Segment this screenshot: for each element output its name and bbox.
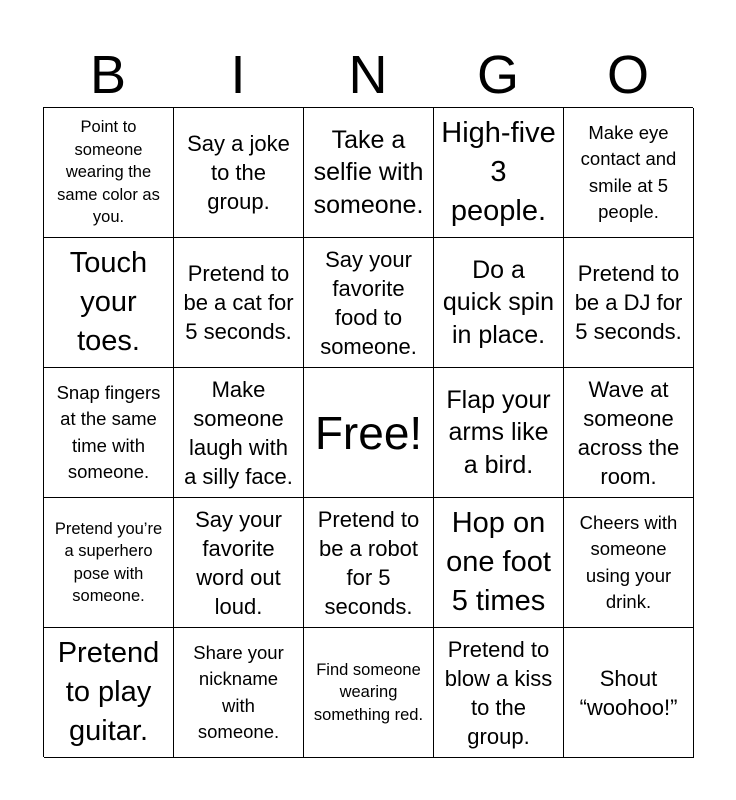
cell-text: Snap fingers at the same time with someone. — [56, 381, 161, 482]
cell-text: Pretend to blow a kiss to the group. — [444, 636, 553, 749]
free-space-text: Free! — [314, 406, 423, 459]
bingo-cell-r1c2[interactable] — [174, 108, 304, 238]
bingo-cell-r2c2[interactable] — [174, 238, 304, 368]
bingo-cell-r1c4[interactable] — [434, 108, 564, 238]
cell-text: Pretend to be a robot for 5 seconds. — [317, 506, 420, 619]
cell-text: Take a selfie with someone. — [313, 125, 424, 219]
bingo-cell-r4c3[interactable] — [304, 498, 434, 628]
bingo-cell-free[interactable] — [304, 368, 434, 498]
cell-text: Pretend you’re a superhero pose with someone. — [54, 519, 163, 605]
cell-text: Shout “woohoo!” — [579, 665, 678, 720]
bingo-cell-r3c4[interactable] — [434, 368, 564, 498]
bingo-cell-r1c3[interactable] — [304, 108, 434, 238]
cell-text: Hop on one foot 5 times — [446, 507, 551, 617]
cell-text: Pretend to play guitar. — [57, 637, 160, 747]
bingo-cell-r5c4[interactable] — [434, 628, 564, 758]
bingo-header — [43, 42, 693, 108]
cell-text: Say your favorite word out loud. — [195, 506, 282, 619]
header-letter-b: B — [89, 45, 127, 105]
cell-text: Cheers with someone using your drink. — [579, 511, 678, 612]
bingo-cell-r2c1[interactable] — [44, 238, 174, 368]
cell-text: Touch your toes. — [69, 247, 148, 357]
cell-text: Flap your arms like a bird. — [446, 385, 551, 479]
cell-text: High-five 3 people. — [441, 117, 556, 227]
bingo-cell-r4c2[interactable] — [174, 498, 304, 628]
bingo-cell-r4c4[interactable] — [434, 498, 564, 628]
bingo-cell-r4c5[interactable] — [564, 498, 694, 628]
bingo-cell-r2c5[interactable] — [564, 238, 694, 368]
cell-text: Make eye contact and smile at 5 people. — [580, 121, 677, 222]
cell-text: Share your nickname with someone. — [193, 641, 284, 742]
bingo-cell-r1c5[interactable] — [564, 108, 694, 238]
cell-text: Find someone wearing something red. — [313, 660, 424, 724]
header-letter-n: N — [348, 45, 388, 105]
bingo-cell-r1c1[interactable] — [44, 108, 174, 238]
cell-text: Say your favorite food to someone. — [320, 246, 417, 359]
bingo-cell-r5c3[interactable] — [304, 628, 434, 758]
bingo-cell-r3c5[interactable] — [564, 368, 694, 498]
bingo-cell-r3c1[interactable] — [44, 368, 174, 498]
bingo-cell-r2c4[interactable] — [434, 238, 564, 368]
bingo-cell-r5c1[interactable] — [44, 628, 174, 758]
bingo-board — [43, 107, 693, 757]
bingo-cell-r5c5[interactable] — [564, 628, 694, 758]
bingo-cell-r2c3[interactable] — [304, 238, 434, 368]
cell-text: Wave at someone across the room. — [577, 376, 680, 489]
header-letter-i: I — [230, 45, 246, 105]
cell-text: Say a joke to the group. — [187, 131, 290, 214]
header-letter-g: G — [476, 45, 519, 105]
cell-text: Pretend to be a cat for 5 seconds. — [183, 261, 294, 344]
cell-text: Pretend to be a DJ for 5 seconds. — [574, 261, 683, 344]
bingo-cell-r5c2[interactable] — [174, 628, 304, 758]
cell-text: Point to someone wearing the same color as you. — [57, 118, 160, 227]
cell-text: Do a quick spin in place. — [442, 255, 555, 349]
bingo-cell-r4c1[interactable] — [44, 498, 174, 628]
header-letter-o: O — [606, 45, 649, 105]
cell-text: Make someone laugh with a silly face. — [184, 376, 293, 489]
bingo-cell-r3c2[interactable] — [174, 368, 304, 498]
